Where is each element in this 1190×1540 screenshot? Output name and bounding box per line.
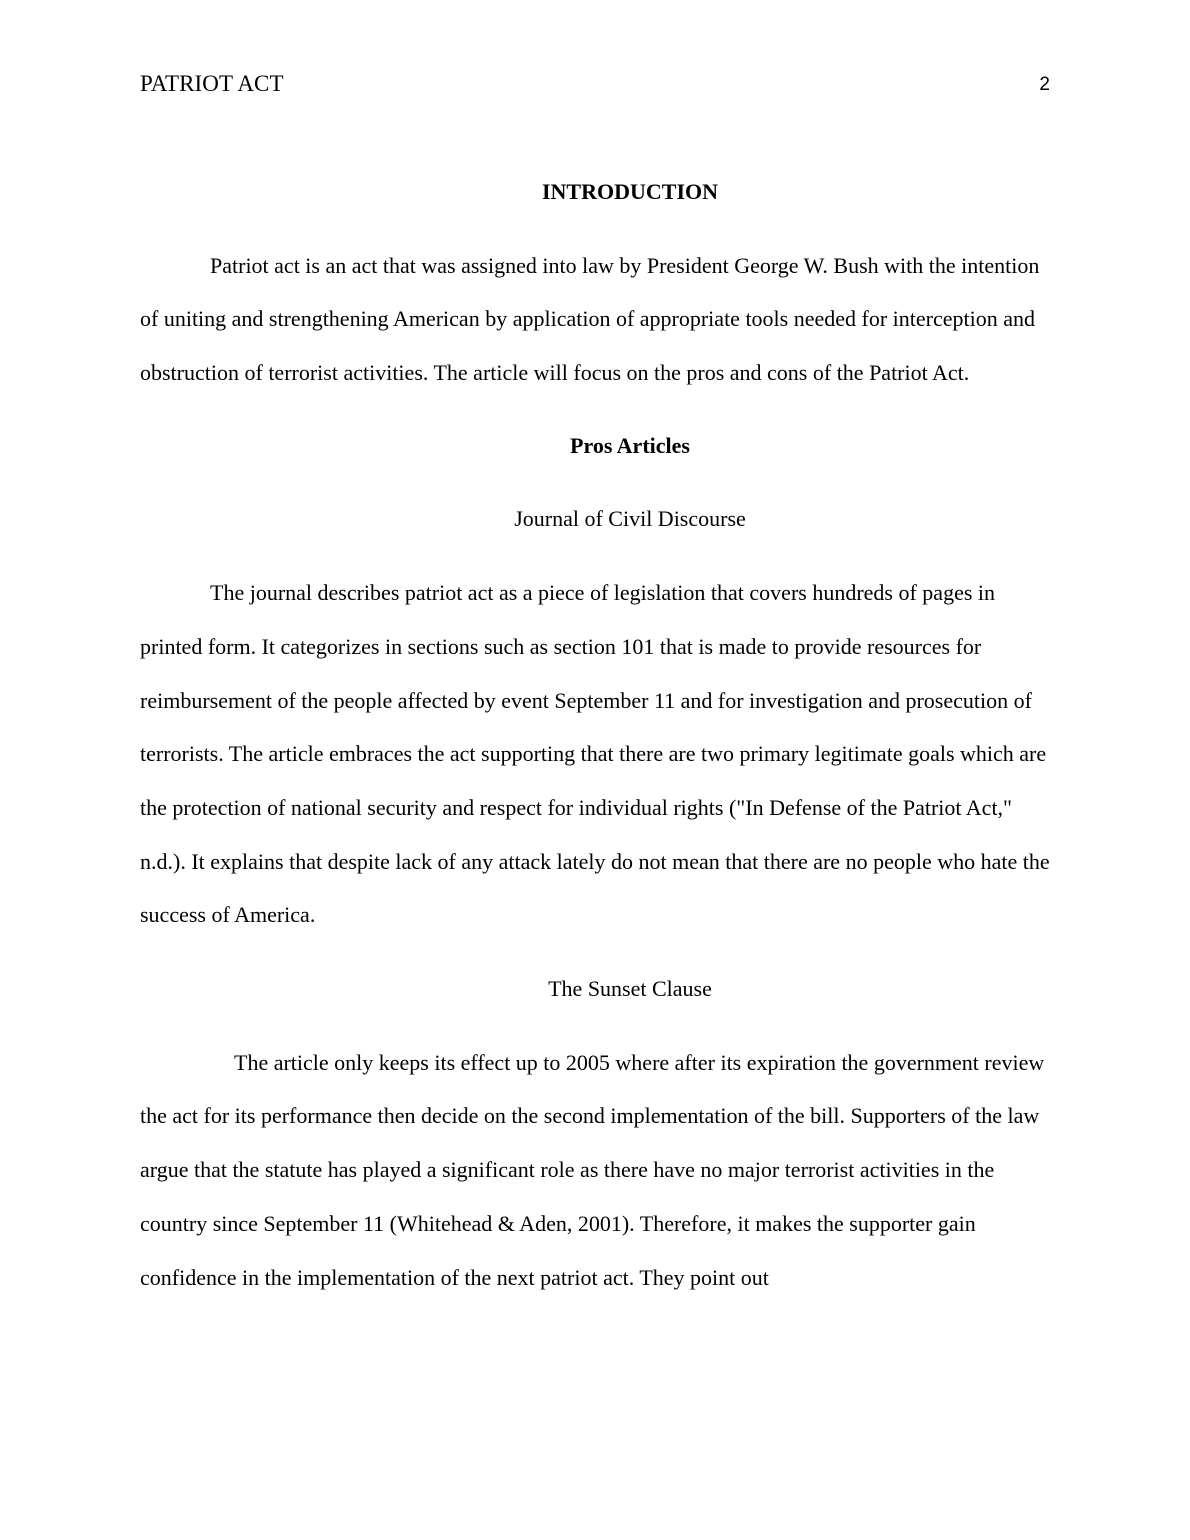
running-head: PATRIOT ACT [140,71,284,96]
heading-pros-articles: Pros Articles [570,432,690,458]
heading-introduction: INTRODUCTION [541,179,719,204]
document-body [140,165,1050,1304]
paragraph-sunset-clause: The article only keeps its effect up to 2005 where after its expiration the government review the act for its performance then decide on the second implementation of the bill. Supporters of the law argue that the statute has played a significant role as there have no major terrorist activities in the country since September 11 (Whitehead & Aden, 2001). Therefore, it makes the supporter gain confidence in the implementation of the next patriot act. They point out [140,1049,1045,1290]
page-number: 2 [1039,74,1050,95]
heading-journal-of-civil-discourse: Journal of Civil Discourse [514,506,746,532]
heading-sunset-clause: The Sunset Clause [548,976,712,1002]
paragraph-introduction: Patriot act is an act that was assigned into law by President George W. Bush with the intention of uniting and strengthening American by application of appropriate tools needed for interception and obstruction of terrorist activities. The article will focus on the pros and cons of the Patriot Act. [140,252,1040,386]
paragraph-journal: The journal describes patriot act as a piece of legislation that covers hundreds of pages in printed form. It categorizes in sections such as section 101 that is made to provide resources for reimbursement of the people affected by event September 11 and for investigation and prosecution of terrorists. The article embraces the act supporting that there are two primary legitimate goals which are the protection of national security and respect for individual rights ("In Defense of the Patriot Act," n.d.). It explains that despite lack of any attack lately do not mean that there are no people who hate the success of America. [140,580,1050,928]
